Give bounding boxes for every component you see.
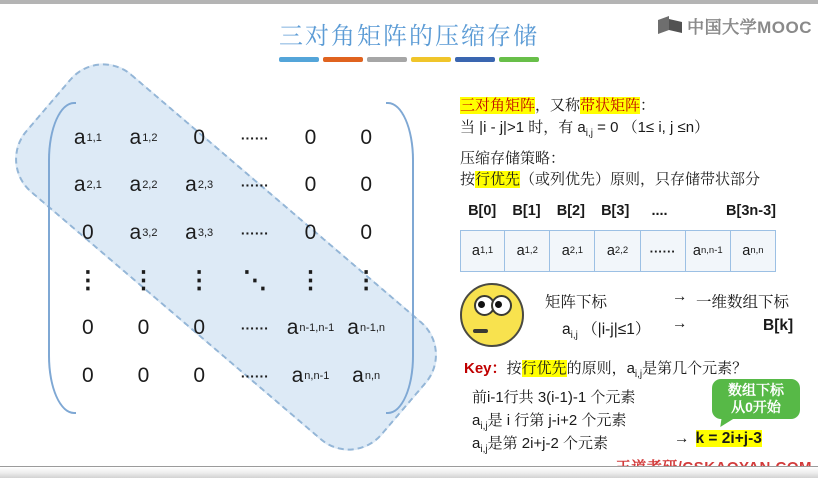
page-title: 三对角矩阵的压缩存储 [279, 23, 539, 50]
array-subscript-label: 一维数组下标 [696, 294, 790, 311]
bubble-tail [720, 416, 734, 429]
k-formula: k = 2i+j-3 [695, 430, 762, 447]
matrix-cell: 0 [360, 173, 372, 197]
array-index-label: B[3n-3] [726, 203, 776, 219]
matrix-cell: 0 [360, 221, 372, 245]
bubble-line2: 从0开始 [731, 399, 781, 415]
derivation-line: $a_{i,j}$是第 2i+j-2 个元素 [472, 435, 609, 455]
accent-bar [279, 57, 319, 62]
matrix-cell: ⋮ [354, 267, 379, 295]
array-start-bubble [712, 379, 800, 419]
tridiagonal-matrix [46, 98, 416, 420]
strategy-title-line: 压缩存储策略： [460, 150, 566, 167]
matrix-cell: a 2,3 [185, 173, 214, 197]
matrix-cell: 0 [137, 364, 150, 388]
array-index-label: B[0] [468, 203, 497, 219]
emoji-right-eye [491, 295, 512, 316]
matrix-cell: 0 [81, 221, 94, 245]
matrix-cell: ······ [240, 177, 269, 194]
explanation-panel [458, 0, 818, 478]
matrix-cell: ⋱ [242, 267, 267, 295]
matrix-cell: 0 [304, 173, 317, 197]
array-cell: ······ [641, 230, 686, 272]
matrix-subscript-label: 矩阵下标 [545, 294, 608, 311]
matrix-cell: 0 [81, 316, 94, 340]
derivation-line: 前i-1行共 3(i-1)-1 个元素 [472, 389, 636, 406]
arrow-icon: → [672, 315, 688, 332]
matrix-cell: ⋮ [131, 267, 156, 295]
matrix-cell: 0 [81, 364, 94, 388]
matrix-cell: ······ [240, 225, 269, 242]
bubble-line1: 数组下标 [728, 382, 784, 398]
matrix-cell: 0 [193, 364, 205, 388]
array-index-label: B[2] [556, 203, 585, 219]
strategy-detail-line: 按行优先（或列优先）原则，只存储带状部分 [460, 171, 761, 188]
matrix-cell: ······ [240, 129, 269, 146]
matrix-cell: a 2,1 [73, 173, 102, 197]
result-formula-line [674, 430, 762, 448]
matrix-cell: 0 [304, 125, 317, 149]
matrix-cell: a 1,2 [129, 125, 158, 149]
array-cell: a n,n [731, 230, 776, 272]
arrow-icon: → [672, 288, 688, 305]
compressed-array [460, 230, 776, 272]
array-cell: a 1,2 [505, 230, 550, 272]
matrix-cell: ⋮ [187, 267, 212, 295]
accent-bar [323, 57, 363, 62]
matrix-cell: a n,n [352, 364, 381, 388]
definition-line: 三对角矩阵，又称带状矩阵： [460, 97, 656, 114]
array-cell: a 2,2 [595, 230, 640, 272]
array-cell: a n,n-1 [686, 230, 731, 272]
matrix-cell: 0 [193, 125, 205, 149]
matrix-cell: ⋮ [298, 267, 323, 295]
array-cell: a 1,1 [460, 230, 505, 272]
emoji-mouth [473, 329, 488, 333]
matrix-element-expr: $a_{i,j}$ （|i-j|≤1） [562, 321, 651, 342]
matrix-cell: a n-1,n-1 [286, 316, 335, 340]
matrix-cell: 0 [360, 125, 372, 149]
matrix-cell: 0 [304, 221, 317, 245]
thinking-face-icon [460, 283, 524, 347]
matrix-cell: a 2,2 [129, 173, 158, 197]
array-index-label: B[1] [512, 203, 541, 219]
matrix-cell: a n-1,n [347, 316, 386, 340]
derivation-lines [472, 386, 635, 455]
matrix-cell: 0 [137, 316, 150, 340]
array-index-label: B[3] [601, 203, 630, 219]
window-bottom-edge [0, 466, 818, 478]
array-element-expr: B[k] [763, 317, 794, 334]
array-index-label: .... [651, 203, 668, 219]
condition-line: 当 |i - j|>1 时，有 $a_{i,j} = 0$ （1≤ i, j ≤n） [460, 119, 710, 139]
matrix-grid [60, 114, 394, 400]
matrix-cell: ······ [240, 368, 269, 385]
matrix-cell: a 1,1 [73, 125, 102, 149]
matrix-cell: a 3,3 [185, 221, 214, 245]
array-index-labels [460, 203, 776, 219]
array-cell: a 2,1 [550, 230, 595, 272]
matrix-cell: a 3,2 [129, 221, 158, 245]
accent-bar [367, 57, 407, 62]
mooc-logo-text: 中国大学MOOC [687, 18, 812, 37]
arrow-icon: → [674, 430, 690, 447]
matrix-cell: 0 [193, 316, 205, 340]
accent-bar [411, 57, 451, 62]
derivation-line: $a_{i,j}$是 i 行第 j-i+2 个元素 [472, 412, 627, 432]
matrix-cell: a n,n-1 [291, 364, 330, 388]
key-question-line: Key：按行优先的原则，$a_{i,j}$是第几个元素？ [464, 360, 748, 380]
matrix-cell: ······ [240, 320, 269, 337]
matrix-cell: ⋮ [75, 267, 100, 295]
